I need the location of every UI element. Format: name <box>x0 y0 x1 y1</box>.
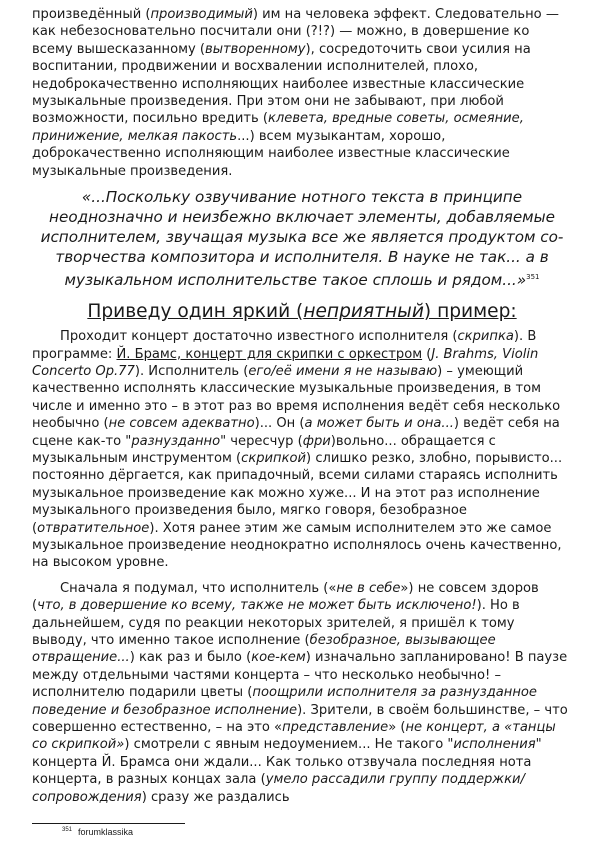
text-run-italic: производимый <box>150 7 253 22</box>
text-run: )... Он ( <box>254 416 305 432</box>
text-run: ) изначально запланировано! В паузе между отдельными частями концерта – что несколько необычно! – исполнителю подарили цветы ( <box>32 650 568 701</box>
footnote-number: 351 <box>62 827 73 833</box>
text-run: ). В программе: <box>32 329 537 362</box>
quote-block <box>32 187 572 290</box>
text-run: ») не совсем здоров ( <box>32 580 539 614</box>
text-run-italic: что, в довершение ко всему, также не может быть исключено! <box>37 598 477 614</box>
text-run-italic: не совсем адекватно <box>108 416 255 432</box>
text-run-italic: представление <box>282 720 389 736</box>
text-run: " чересчур ( <box>220 433 303 449</box>
text-run-italic: его/её имени я не называю <box>248 363 438 379</box>
text-run-italic: не в себе <box>336 580 401 596</box>
text-run: ) как раз и было ( <box>129 650 252 666</box>
text-run-italic: не концерт, а «танцы со скрипкой» <box>32 720 556 753</box>
footnote <box>62 825 133 838</box>
text-run-italic: поощрили исполнителя за разнузданное поведение и безобразное исполнение <box>32 685 537 718</box>
text-run-italic: клевета, вредные советы, осмеяние, принижение, мелкая пакость <box>32 111 524 144</box>
footnote-ref: 351 <box>526 273 540 282</box>
paragraph-intro <box>32 6 572 180</box>
quote-text: «...Поскольку озвучивание нотного текста в принципе неоднозначно и неизбежно включает элементы, добавляемые исполнителем, звучащая музыка все же является продуктом со-творчества композитора и исполнителя. В науке не так... а в музыкальном исполнительстве такое сплошь и рядом...» <box>40 188 564 290</box>
text-run: ) сразу же раздались <box>141 789 290 805</box>
text-run: ) – умеющий качественно исполнять классические музыкальные произведения, в том числе и именно это – в этот раз во время исполнения ведёт себя несколько необычно ( <box>32 363 561 432</box>
heading-text: Приведу один яркий ( <box>87 301 304 323</box>
text-run: ...) всем музыкантам, хорошо, доброкачественно исполняющим наиболее известные классические музыкальные произведения. <box>32 128 510 179</box>
text-run-italic: исполнения <box>453 737 536 753</box>
section-heading <box>32 300 572 324</box>
text-run-italic: а может быть и она... <box>304 416 454 432</box>
text-run: ( <box>422 346 432 362</box>
text-run: произведённый ( <box>32 7 151 22</box>
text-run-italic: кое-кем <box>251 650 306 666</box>
text-run-italic: скрипкой <box>241 450 307 466</box>
heading-text-italic: неприятный <box>303 301 424 323</box>
text-run-underlined: Й. Брамс, концерт для скрипки с оркестром <box>116 346 423 362</box>
text-run-italic: вытворенному <box>205 41 306 57</box>
text-run: " концерта Й. Брамса они ждали... Как только отзвучала последняя нота концерта, в разных концах зала ( <box>32 737 542 788</box>
text-run: ), сосредоточить свои усилия на воспитании, продвижении и восхвалении исполнителей, плохо, недоброкачественно исполняющих наиболее известные классические музыкальные произведения. При этом они не забывают, при любой возможности, посильно вредить ( <box>32 41 531 127</box>
document-page <box>32 6 572 806</box>
text-run: ) слишко резко, злобно, порывисто... постоянно дёргается, как припадочный, всеми силами стараясь исполнить музыкальное произведение как можно хуже... И на этот раз исполнение музыкального произведения было, мягко говоря, безобразное ( <box>32 450 563 536</box>
text-run-italic: безобразное, вызывающее отвращение... <box>32 633 496 666</box>
text-run: ) ведёт себя на сцене как-то " <box>32 416 560 449</box>
text-run: ). Зрители, в своём большинстве, – что совершенно естественно, – на это « <box>32 702 568 736</box>
paragraph-reflection <box>32 580 572 806</box>
text-run-italic: фри <box>302 433 331 449</box>
text-run: ). Но в дальнейшем, судя по реакции некоторых зрителей, я пришёл к тому выводу, что именно такое исполнение ( <box>32 598 520 649</box>
text-run-italic: разнузданно <box>131 433 221 449</box>
footnote-divider <box>32 823 185 824</box>
text-run-italic: скрипка <box>457 329 514 345</box>
text-run-italic: умело рассадили группу поддержки/сопровождения <box>32 772 525 805</box>
heading-text: ) пример: <box>423 301 517 323</box>
footnote-text: forumklassika <box>78 827 134 837</box>
text-run: ). Исполнитель ( <box>134 363 249 379</box>
text-run: ). Хотя ранее этим же самым исполнителем это же самое музыкальное произведение неоднократно исполнялось очень качественно, на высоком уровне. <box>32 520 562 571</box>
text-run: ) им на человека эффект. Следовательно — как небезосновательно посчитали они (?!?) — можно, в довершение ко всему вышесказанному ( <box>32 7 559 57</box>
text-run: ) смотрели с явным недоумением... Не такого " <box>124 737 454 753</box>
paragraph-example <box>32 328 572 572</box>
text-run: )вольно... обращается с музыкальным инструментом ( <box>32 433 496 466</box>
text-run: Сначала я подумал, что исполнитель (« <box>60 580 337 596</box>
text-run: Проходит концерт достаточно известного исполнителя ( <box>60 329 458 345</box>
text-run: » ( <box>388 720 406 736</box>
text-run-italic: отвратительное <box>37 520 150 536</box>
text-run-italic: J. Brahms, Violin Concerto Op.77 <box>32 346 539 379</box>
